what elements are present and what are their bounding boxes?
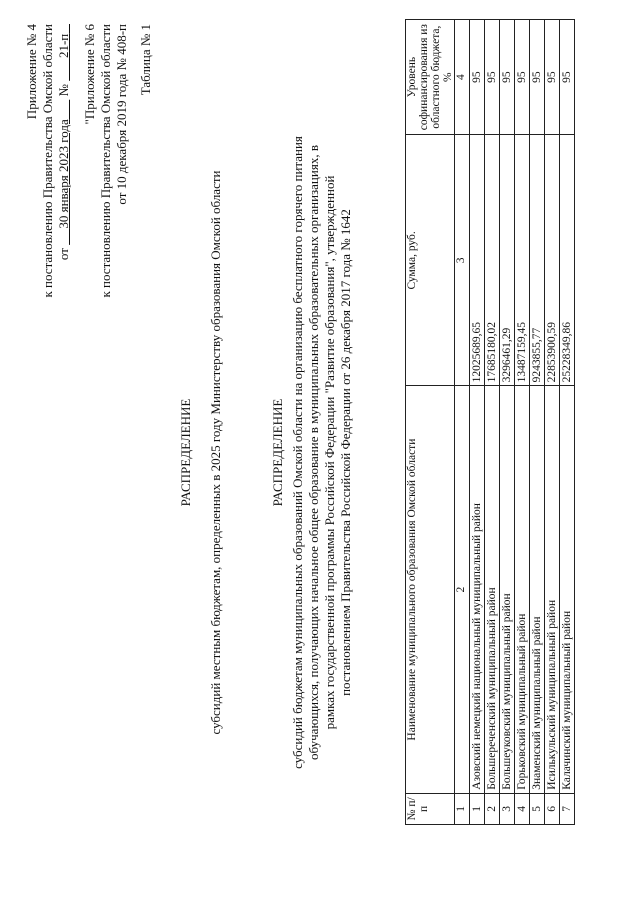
row-name: Азовский немецкий национальный муниципальный район (470, 386, 485, 793)
heading2-line: субсидий бюджетам муниципальных образований Омской области на организацию бесплатного горячего питания (290, 136, 305, 769)
index-cell: 1 (455, 793, 470, 824)
table-label: Таблица № 1 (138, 24, 153, 96)
appendix-number: 21-п (56, 33, 71, 59)
row-sum: 25228349,86 (560, 135, 575, 386)
old-appendix-block (82, 24, 130, 298)
row-num: 7 (560, 793, 575, 824)
row-num: 5 (530, 793, 545, 824)
heading2-description (290, 0, 354, 905)
row-sum: 13487159,45 (515, 135, 530, 386)
row-level: 95 (470, 20, 485, 135)
row-name: Большеуковский муниципальный район (500, 386, 515, 793)
index-cell: 2 (455, 386, 470, 793)
heading1-subtitle: субсидий местным бюджетам, определенных в 2025 году Министерству образования Омской области (208, 170, 223, 735)
row-level: 95 (500, 20, 515, 135)
header-sum: Сумма, руб. (406, 135, 455, 386)
heading2-line: обучающихся, получающих начальное общее образование в муниципальных образовательных организациях, в (306, 145, 321, 760)
row-name: Знаменский муниципальный район (530, 386, 545, 793)
row-name: Большереченский муниципальный район (485, 386, 500, 793)
table-header-row (406, 20, 455, 825)
row-name: Исилькульский муниципальный район (545, 386, 560, 793)
appendix-date: 30 января 2023 года (56, 119, 71, 229)
index-cell: 4 (455, 20, 470, 135)
row-sum: 9243855,77 (530, 135, 545, 386)
row-sum: 22853900,59 (545, 135, 560, 386)
table-row (500, 20, 515, 825)
row-sum: 17685180,02 (485, 135, 500, 386)
table-row (560, 20, 575, 825)
appendix-block (24, 24, 72, 298)
table-row (470, 20, 485, 825)
old-appendix-date: от 10 декабря 2019 года № 408-п (114, 24, 129, 205)
table-row (515, 20, 530, 825)
heading2-title: РАСПРЕДЕЛЕНИЕ (270, 398, 285, 507)
header-level: Уровень софинансирования из областного бюджета, % (406, 20, 455, 135)
row-level: 95 (530, 20, 545, 135)
subsidy-table (405, 19, 575, 825)
appendix-from: от (56, 248, 71, 261)
table-row (545, 20, 560, 825)
appendix-date-line (56, 24, 72, 298)
row-level: 95 (485, 20, 500, 135)
appendix-decree: к постановлению Правительства Омской области (40, 24, 55, 298)
old-appendix-title: "Приложение № 6 (82, 24, 97, 125)
table-row (485, 20, 500, 825)
row-num: 6 (545, 793, 560, 824)
row-sum: 12025689,65 (470, 135, 485, 386)
header-name: Наименование муниципального образования Омской области (406, 386, 455, 793)
table-index-row (455, 20, 470, 825)
row-num: 4 (515, 793, 530, 824)
appendix-title: Приложение № 4 (24, 24, 39, 120)
row-sum: 3296461,29 (500, 135, 515, 386)
header-num: № п/п (406, 793, 455, 824)
row-num: 1 (470, 793, 485, 824)
row-num: 3 (500, 793, 515, 824)
heading1-title: РАСПРЕДЕЛЕНИЕ (178, 398, 193, 507)
index-cell: 3 (455, 135, 470, 386)
row-level: 95 (515, 20, 530, 135)
row-num: 2 (485, 793, 500, 824)
old-appendix-decree: к постановлению Правительства Омской области (98, 24, 113, 298)
row-name: Калачинский муниципальный район (560, 386, 575, 793)
appendix-number-sign: № (56, 84, 71, 97)
row-name: Горьковский муниципальный район (515, 386, 530, 793)
row-level: 95 (545, 20, 560, 135)
heading2-line: рамках государственной программы Российской Федерации "Развитие образования", утвержденной (322, 175, 337, 730)
table-row (530, 20, 545, 825)
heading2-line: постановлением Правительства Российской Федерации от 26 декабря 2017 года № 1642 (338, 209, 353, 696)
row-level: 95 (560, 20, 575, 135)
